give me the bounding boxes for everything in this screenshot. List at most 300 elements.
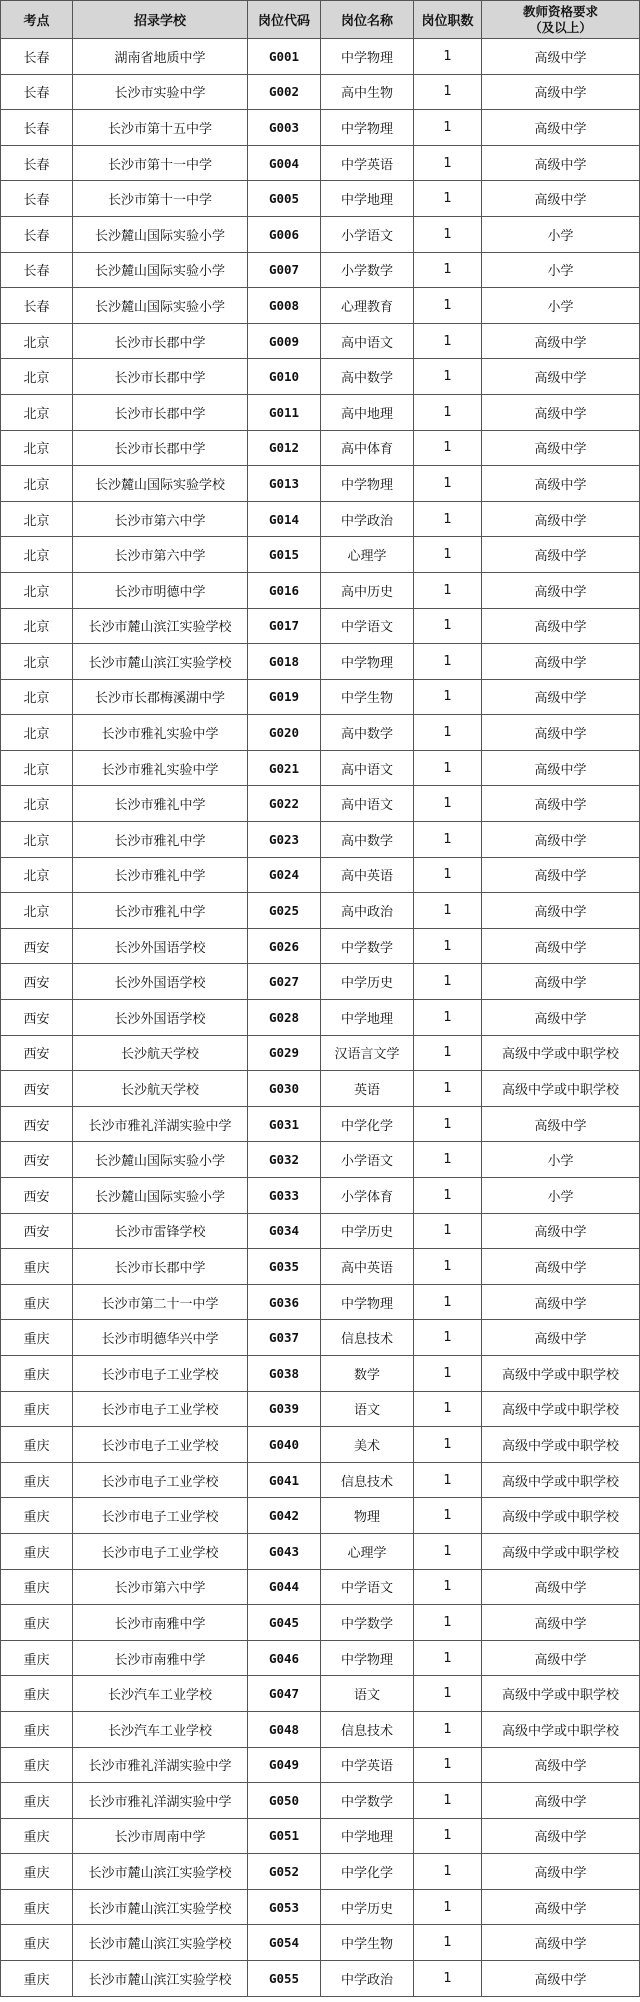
cell-post-code: G006 xyxy=(248,216,321,252)
cell-post-name: 高中体育 xyxy=(321,430,414,466)
cell-qualification: 高级中学 xyxy=(482,572,640,608)
cell-post-code: G032 xyxy=(248,1142,321,1178)
table-row xyxy=(1,1427,640,1463)
cell-post-code: G026 xyxy=(248,928,321,964)
cell-qualification: 高级中学 xyxy=(482,928,640,964)
cell-post-code: G035 xyxy=(248,1249,321,1285)
cell-post-name: 中学地理 xyxy=(321,1818,414,1854)
cell-school: 长沙市雅礼中学 xyxy=(73,786,248,822)
cell-exam-site: 北京 xyxy=(1,537,73,573)
cell-qualification: 高级中学 xyxy=(482,110,640,146)
cell-exam-site: 西安 xyxy=(1,1106,73,1142)
cell-exam-site: 北京 xyxy=(1,359,73,395)
cell-post-name: 小学语文 xyxy=(321,1142,414,1178)
cell-exam-site: 北京 xyxy=(1,430,73,466)
cell-post-count: 1 xyxy=(414,1249,482,1285)
cell-post-count: 1 xyxy=(414,608,482,644)
cell-post-count: 1 xyxy=(414,679,482,715)
cell-qualification: 高级中学 xyxy=(482,430,640,466)
table-row xyxy=(1,1747,640,1783)
cell-post-code: G021 xyxy=(248,750,321,786)
cell-post-code: G015 xyxy=(248,537,321,573)
table-row xyxy=(1,216,640,252)
cell-post-code: G007 xyxy=(248,252,321,288)
cell-school: 长沙市电子工业学校 xyxy=(73,1533,248,1569)
cell-school: 长沙航天学校 xyxy=(73,1071,248,1107)
cell-exam-site: 长春 xyxy=(1,288,73,324)
cell-post-count: 1 xyxy=(414,74,482,110)
cell-post-name: 小学语文 xyxy=(321,216,414,252)
cell-post-code: G019 xyxy=(248,679,321,715)
cell-post-name: 中学物理 xyxy=(321,110,414,146)
cell-school: 长沙市雅礼中学 xyxy=(73,822,248,858)
cell-exam-site: 西安 xyxy=(1,964,73,1000)
table-row xyxy=(1,74,640,110)
cell-post-code: G017 xyxy=(248,608,321,644)
cell-school: 长沙市第二十一中学 xyxy=(73,1284,248,1320)
cell-exam-site: 北京 xyxy=(1,572,73,608)
cell-qualification: 高级中学或中职学校 xyxy=(482,1427,640,1463)
table-row xyxy=(1,537,640,573)
table-row xyxy=(1,750,640,786)
cell-exam-site: 西安 xyxy=(1,1213,73,1249)
cell-qualification: 高级中学 xyxy=(482,145,640,181)
cell-post-count: 1 xyxy=(414,1071,482,1107)
cell-qualification: 高级中学 xyxy=(482,1747,640,1783)
cell-exam-site: 重庆 xyxy=(1,1355,73,1391)
cell-post-count: 1 xyxy=(414,1818,482,1854)
cell-post-count: 1 xyxy=(414,786,482,822)
cell-exam-site: 重庆 xyxy=(1,1711,73,1747)
cell-school: 长沙市长郡中学 xyxy=(73,359,248,395)
table-row xyxy=(1,1889,640,1925)
cell-post-code: G024 xyxy=(248,857,321,893)
cell-exam-site: 西安 xyxy=(1,1142,73,1178)
cell-post-name: 物理 xyxy=(321,1498,414,1534)
cell-qualification: 高级中学 xyxy=(482,1284,640,1320)
cell-post-name: 信息技术 xyxy=(321,1711,414,1747)
cell-qualification: 高级中学 xyxy=(482,1854,640,1890)
cell-post-code: G042 xyxy=(248,1498,321,1534)
cell-post-name: 中学物理 xyxy=(321,644,414,680)
cell-post-code: G011 xyxy=(248,394,321,430)
cell-school: 长沙外国语学校 xyxy=(73,964,248,1000)
cell-qualification: 高级中学 xyxy=(482,893,640,929)
cell-post-code: G040 xyxy=(248,1427,321,1463)
cell-post-count: 1 xyxy=(414,1498,482,1534)
cell-exam-site: 北京 xyxy=(1,750,73,786)
cell-post-name: 高中地理 xyxy=(321,394,414,430)
cell-post-code: G002 xyxy=(248,74,321,110)
table-row xyxy=(1,1569,640,1605)
cell-post-code: G014 xyxy=(248,501,321,537)
cell-exam-site: 北京 xyxy=(1,644,73,680)
cell-exam-site: 重庆 xyxy=(1,1854,73,1890)
cell-qualification: 小学 xyxy=(482,1178,640,1214)
cell-qualification: 小学 xyxy=(482,216,640,252)
cell-post-code: G025 xyxy=(248,893,321,929)
cell-school: 长沙市实验中学 xyxy=(73,74,248,110)
cell-post-count: 1 xyxy=(414,1284,482,1320)
cell-post-count: 1 xyxy=(414,644,482,680)
cell-post-count: 1 xyxy=(414,893,482,929)
table-row xyxy=(1,1854,640,1890)
cell-school: 长沙市麓山滨江实验学校 xyxy=(73,644,248,680)
header-post-count: 岗位职数 xyxy=(414,1,482,39)
cell-post-name: 高中政治 xyxy=(321,893,414,929)
cell-school: 长沙市麓山滨江实验学校 xyxy=(73,1889,248,1925)
header-row xyxy=(1,1,640,39)
cell-qualification: 高级中学 xyxy=(482,964,640,1000)
header-exam-site: 考点 xyxy=(1,1,73,39)
cell-post-code: G009 xyxy=(248,323,321,359)
cell-qualification: 高级中学 xyxy=(482,39,640,75)
cell-post-name: 中学历史 xyxy=(321,1213,414,1249)
cell-post-name: 中学数学 xyxy=(321,928,414,964)
cell-post-count: 1 xyxy=(414,1925,482,1961)
cell-post-name: 中学语文 xyxy=(321,608,414,644)
cell-school: 长沙市雅礼中学 xyxy=(73,893,248,929)
cell-post-code: G005 xyxy=(248,181,321,217)
cell-qualification: 高级中学 xyxy=(482,323,640,359)
cell-post-count: 1 xyxy=(414,1711,482,1747)
cell-qualification: 高级中学或中职学校 xyxy=(482,1533,640,1569)
cell-qualification: 高级中学 xyxy=(482,1000,640,1036)
cell-post-name: 中学生物 xyxy=(321,1925,414,1961)
cell-post-name: 中学生物 xyxy=(321,679,414,715)
table-row xyxy=(1,857,640,893)
cell-post-code: G033 xyxy=(248,1178,321,1214)
table-row xyxy=(1,288,640,324)
cell-post-name: 高中英语 xyxy=(321,1249,414,1285)
cell-post-code: G037 xyxy=(248,1320,321,1356)
cell-post-code: G028 xyxy=(248,1000,321,1036)
cell-school: 长沙市第十五中学 xyxy=(73,110,248,146)
cell-post-code: G038 xyxy=(248,1355,321,1391)
cell-school: 长沙市麓山滨江实验学校 xyxy=(73,608,248,644)
cell-post-name: 中学物理 xyxy=(321,1284,414,1320)
cell-qualification: 高级中学 xyxy=(482,715,640,751)
cell-exam-site: 北京 xyxy=(1,323,73,359)
cell-post-name: 中学地理 xyxy=(321,1000,414,1036)
cell-post-code: G039 xyxy=(248,1391,321,1427)
cell-post-code: G022 xyxy=(248,786,321,822)
cell-school: 湖南省地质中学 xyxy=(73,39,248,75)
cell-post-code: G029 xyxy=(248,1035,321,1071)
cell-post-count: 1 xyxy=(414,572,482,608)
cell-post-name: 心理教育 xyxy=(321,288,414,324)
cell-post-count: 1 xyxy=(414,252,482,288)
cell-post-name: 中学历史 xyxy=(321,964,414,1000)
cell-post-name: 中学语文 xyxy=(321,1569,414,1605)
cell-post-count: 1 xyxy=(414,857,482,893)
table-row xyxy=(1,1533,640,1569)
cell-school: 长沙市雅礼洋湖实验中学 xyxy=(73,1783,248,1819)
cell-qualification: 高级中学 xyxy=(482,466,640,502)
cell-post-count: 1 xyxy=(414,39,482,75)
cell-post-count: 1 xyxy=(414,145,482,181)
cell-qualification: 高级中学或中职学校 xyxy=(482,1355,640,1391)
cell-post-count: 1 xyxy=(414,750,482,786)
cell-qualification: 高级中学或中职学校 xyxy=(482,1391,640,1427)
cell-qualification: 高级中学 xyxy=(482,1569,640,1605)
cell-school: 长沙市麓山滨江实验学校 xyxy=(73,1925,248,1961)
cell-exam-site: 西安 xyxy=(1,1035,73,1071)
cell-school: 长沙市明德华兴中学 xyxy=(73,1320,248,1356)
table-row xyxy=(1,1142,640,1178)
cell-post-name: 高中语文 xyxy=(321,750,414,786)
cell-school: 长沙麓山国际实验小学 xyxy=(73,1142,248,1178)
table-row xyxy=(1,1605,640,1641)
cell-post-count: 1 xyxy=(414,1000,482,1036)
cell-school: 长沙麓山国际实验小学 xyxy=(73,252,248,288)
cell-post-count: 1 xyxy=(414,1178,482,1214)
cell-qualification: 高级中学 xyxy=(482,1925,640,1961)
table-row xyxy=(1,1249,640,1285)
cell-post-count: 1 xyxy=(414,110,482,146)
cell-post-name: 高中数学 xyxy=(321,715,414,751)
cell-post-code: G046 xyxy=(248,1640,321,1676)
cell-post-count: 1 xyxy=(414,288,482,324)
cell-qualification: 高级中学 xyxy=(482,644,640,680)
cell-school: 长沙麓山国际实验小学 xyxy=(73,288,248,324)
cell-post-count: 1 xyxy=(414,1854,482,1890)
cell-post-name: 中学政治 xyxy=(321,501,414,537)
cell-exam-site: 重庆 xyxy=(1,1498,73,1534)
cell-exam-site: 西安 xyxy=(1,1071,73,1107)
cell-post-count: 1 xyxy=(414,394,482,430)
cell-post-count: 1 xyxy=(414,1035,482,1071)
cell-post-count: 1 xyxy=(414,1106,482,1142)
cell-post-count: 1 xyxy=(414,1391,482,1427)
cell-exam-site: 长春 xyxy=(1,145,73,181)
cell-post-name: 中学历史 xyxy=(321,1889,414,1925)
table-row xyxy=(1,1676,640,1712)
cell-school: 长沙市明德中学 xyxy=(73,572,248,608)
cell-post-name: 小学体育 xyxy=(321,1178,414,1214)
cell-qualification: 高级中学 xyxy=(482,786,640,822)
cell-post-code: G052 xyxy=(248,1854,321,1890)
cell-post-code: G041 xyxy=(248,1462,321,1498)
cell-post-count: 1 xyxy=(414,964,482,1000)
cell-post-name: 高中生物 xyxy=(321,74,414,110)
cell-qualification: 高级中学 xyxy=(482,1961,640,1997)
cell-exam-site: 重庆 xyxy=(1,1427,73,1463)
table-row xyxy=(1,893,640,929)
cell-post-count: 1 xyxy=(414,181,482,217)
table-row xyxy=(1,145,640,181)
cell-post-name: 信息技术 xyxy=(321,1320,414,1356)
cell-exam-site: 重庆 xyxy=(1,1925,73,1961)
cell-post-count: 1 xyxy=(414,1676,482,1712)
cell-exam-site: 长春 xyxy=(1,110,73,146)
cell-school: 长沙市电子工业学校 xyxy=(73,1498,248,1534)
cell-post-code: G012 xyxy=(248,430,321,466)
table-row xyxy=(1,501,640,537)
cell-exam-site: 北京 xyxy=(1,893,73,929)
cell-post-count: 1 xyxy=(414,466,482,502)
cell-post-count: 1 xyxy=(414,1783,482,1819)
table-row xyxy=(1,110,640,146)
cell-post-count: 1 xyxy=(414,1213,482,1249)
cell-exam-site: 长春 xyxy=(1,216,73,252)
cell-post-name: 高中英语 xyxy=(321,857,414,893)
cell-post-name: 中学英语 xyxy=(321,145,414,181)
cell-qualification: 高级中学 xyxy=(482,1640,640,1676)
table-row xyxy=(1,644,640,680)
table-row xyxy=(1,928,640,964)
cell-post-name: 中学政治 xyxy=(321,1961,414,1997)
table-row xyxy=(1,1462,640,1498)
cell-post-count: 1 xyxy=(414,1640,482,1676)
table-body xyxy=(1,39,640,1997)
cell-school: 长沙汽车工业学校 xyxy=(73,1676,248,1712)
cell-post-code: G018 xyxy=(248,644,321,680)
table-row xyxy=(1,181,640,217)
cell-post-name: 中学物理 xyxy=(321,39,414,75)
cell-exam-site: 重庆 xyxy=(1,1320,73,1356)
cell-school: 长沙市第十一中学 xyxy=(73,145,248,181)
cell-qualification: 高级中学 xyxy=(482,1605,640,1641)
cell-school: 长沙市第六中学 xyxy=(73,537,248,573)
cell-exam-site: 重庆 xyxy=(1,1533,73,1569)
cell-school: 长沙市长郡中学 xyxy=(73,430,248,466)
header-post-code: 岗位代码 xyxy=(248,1,321,39)
cell-school: 长沙市长郡中学 xyxy=(73,394,248,430)
table-row xyxy=(1,786,640,822)
cell-post-count: 1 xyxy=(414,1569,482,1605)
cell-post-count: 1 xyxy=(414,1961,482,1997)
cell-post-name: 中学地理 xyxy=(321,181,414,217)
cell-qualification: 高级中学 xyxy=(482,181,640,217)
cell-school: 长沙市南雅中学 xyxy=(73,1605,248,1641)
cell-post-name: 信息技术 xyxy=(321,1462,414,1498)
table-row xyxy=(1,1213,640,1249)
table-row xyxy=(1,1071,640,1107)
cell-post-count: 1 xyxy=(414,430,482,466)
header-qualification: 教师资格要求 （及以上） xyxy=(482,1,640,39)
cell-post-code: G045 xyxy=(248,1605,321,1641)
cell-post-count: 1 xyxy=(414,928,482,964)
table-header xyxy=(1,1,640,39)
cell-exam-site: 重庆 xyxy=(1,1462,73,1498)
cell-school: 长沙市雅礼实验中学 xyxy=(73,715,248,751)
cell-school: 长沙市雷锋学校 xyxy=(73,1213,248,1249)
cell-school: 长沙市第六中学 xyxy=(73,501,248,537)
table-row xyxy=(1,1498,640,1534)
cell-exam-site: 北京 xyxy=(1,822,73,858)
cell-qualification: 高级中学 xyxy=(482,750,640,786)
cell-exam-site: 重庆 xyxy=(1,1818,73,1854)
cell-school: 长沙市电子工业学校 xyxy=(73,1462,248,1498)
cell-post-code: G054 xyxy=(248,1925,321,1961)
cell-post-name: 高中数学 xyxy=(321,359,414,395)
cell-exam-site: 重庆 xyxy=(1,1569,73,1605)
cell-post-count: 1 xyxy=(414,323,482,359)
cell-post-name: 心理学 xyxy=(321,1533,414,1569)
cell-post-name: 中学物理 xyxy=(321,1640,414,1676)
cell-post-name: 高中语文 xyxy=(321,786,414,822)
cell-school: 长沙外国语学校 xyxy=(73,928,248,964)
cell-post-code: G008 xyxy=(248,288,321,324)
cell-exam-site: 北京 xyxy=(1,466,73,502)
cell-post-code: G031 xyxy=(248,1106,321,1142)
cell-post-code: G050 xyxy=(248,1783,321,1819)
cell-school: 长沙市电子工业学校 xyxy=(73,1391,248,1427)
cell-exam-site: 重庆 xyxy=(1,1249,73,1285)
cell-school: 长沙市长郡中学 xyxy=(73,1249,248,1285)
cell-post-name: 中学数学 xyxy=(321,1783,414,1819)
cell-qualification: 高级中学 xyxy=(482,1320,640,1356)
cell-exam-site: 长春 xyxy=(1,181,73,217)
table-row xyxy=(1,323,640,359)
cell-post-count: 1 xyxy=(414,1427,482,1463)
cell-qualification: 高级中学 xyxy=(482,1213,640,1249)
table-row xyxy=(1,1320,640,1356)
cell-qualification: 高级中学或中职学校 xyxy=(482,1462,640,1498)
cell-exam-site: 重庆 xyxy=(1,1889,73,1925)
cell-school: 长沙市周南中学 xyxy=(73,1818,248,1854)
cell-qualification: 高级中学 xyxy=(482,537,640,573)
table-row xyxy=(1,822,640,858)
cell-qualification: 高级中学 xyxy=(482,1249,640,1285)
cell-school: 长沙市雅礼洋湖实验中学 xyxy=(73,1747,248,1783)
cell-exam-site: 重庆 xyxy=(1,1640,73,1676)
cell-post-count: 1 xyxy=(414,1747,482,1783)
cell-exam-site: 重庆 xyxy=(1,1783,73,1819)
cell-qualification: 高级中学 xyxy=(482,1783,640,1819)
cell-post-name: 英语 xyxy=(321,1071,414,1107)
cell-school: 长沙市长郡梅溪湖中学 xyxy=(73,679,248,715)
table-row xyxy=(1,466,640,502)
cell-post-code: G043 xyxy=(248,1533,321,1569)
cell-post-name: 小学数学 xyxy=(321,252,414,288)
cell-exam-site: 重庆 xyxy=(1,1747,73,1783)
table-row xyxy=(1,1640,640,1676)
cell-exam-site: 北京 xyxy=(1,501,73,537)
cell-school: 长沙市雅礼实验中学 xyxy=(73,750,248,786)
table-row xyxy=(1,1925,640,1961)
cell-post-count: 1 xyxy=(414,359,482,395)
cell-post-name: 中学化学 xyxy=(321,1106,414,1142)
cell-post-code: G048 xyxy=(248,1711,321,1747)
cell-school: 长沙麓山国际实验学校 xyxy=(73,466,248,502)
cell-exam-site: 西安 xyxy=(1,1000,73,1036)
table-row xyxy=(1,1391,640,1427)
cell-exam-site: 西安 xyxy=(1,928,73,964)
table-row xyxy=(1,1711,640,1747)
cell-post-code: G010 xyxy=(248,359,321,395)
cell-qualification: 高级中学 xyxy=(482,608,640,644)
cell-post-code: G044 xyxy=(248,1569,321,1605)
cell-post-name: 中学英语 xyxy=(321,1747,414,1783)
cell-post-count: 1 xyxy=(414,501,482,537)
table-row xyxy=(1,39,640,75)
cell-exam-site: 北京 xyxy=(1,857,73,893)
header-school: 招录学校 xyxy=(73,1,248,39)
cell-post-count: 1 xyxy=(414,1889,482,1925)
cell-post-count: 1 xyxy=(414,537,482,573)
cell-qualification: 高级中学或中职学校 xyxy=(482,1498,640,1534)
table-row xyxy=(1,1106,640,1142)
table-row xyxy=(1,608,640,644)
cell-school: 长沙市南雅中学 xyxy=(73,1640,248,1676)
cell-post-code: G055 xyxy=(248,1961,321,1997)
cell-qualification: 小学 xyxy=(482,288,640,324)
cell-post-name: 心理学 xyxy=(321,537,414,573)
cell-post-code: G051 xyxy=(248,1818,321,1854)
cell-school: 长沙市第十一中学 xyxy=(73,181,248,217)
